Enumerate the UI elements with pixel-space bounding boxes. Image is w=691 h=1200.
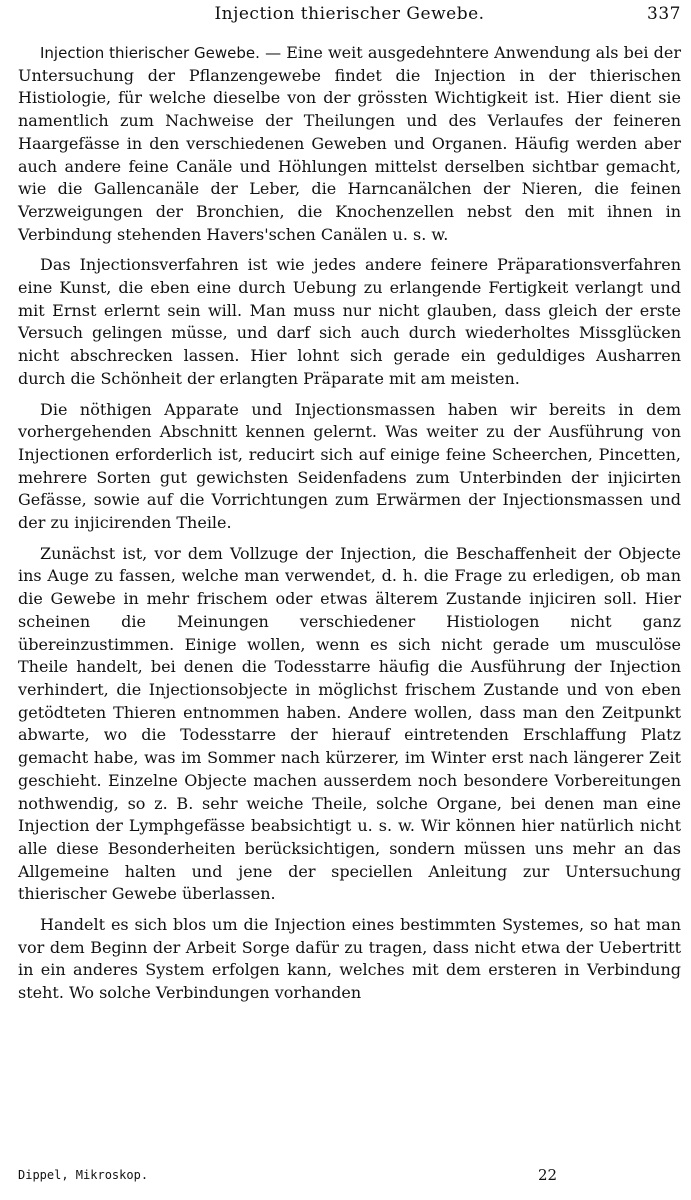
signature-mark: Dippel, Mikroskop. (18, 1168, 149, 1182)
paragraph-1-text: — Eine weit ausgedehntere Anwendung als bei der Untersuchung der Pflanzengewebe findet die Injection in der thierischen Histiologie, für welche dieselbe von der grössten Wichtigkeit ist. Hier dient sie namentlich zum Nachweise der Theilungen und des Verlaufes der feineren Haargefässe in den verschiedenen Geweben und Organen. Häufig werden aber auch andere feine Canäle und Höhlungen mittelst derselben sichtbar gemacht, wie die Gallencanäle der Leber, die Harncanälchen der Nieren, die feinen Verzweigungen der Bronchien, die Knochenzellen nebst den mit ihnen in Verbindung stehenden Havers'schen Canälen u. s. w. (18, 43, 682, 244)
section-lead-heading: Injection thierischer Gewebe. (40, 44, 260, 62)
page-body (18, 42, 681, 1013)
paragraph-1 (18, 42, 681, 246)
page-number: 337 (647, 4, 681, 24)
paragraph-5: Handelt es sich blos um die Injection eines bestimmten Systemes, so hat man vor dem Beginn der Arbeit Sorge dafür zu tragen, dass nicht etwa der Uebertritt in ein anderes System erfolgen kann, welches mit dem ersteren in Verbindung steht. Wo solche Verbindungen vorhanden (18, 915, 681, 1003)
sheet-number: 22 (538, 1166, 558, 1184)
running-title: Injection thierischer Gewebe. (214, 4, 485, 24)
paragraph-4: Zunächst ist, vor dem Vollzuge der Injection, die Beschaffenheit der Objecte ins Auge zu fassen, welche man verwendet, d. h. die Frage zu erledigen, ob man die Gewebe in mehr frischem oder etwas älterem Zustande injiciren soll. Hier scheinen die Meinungen verschiedener Histiologen nicht ganz übereinzustimmen. Einige wollen, wenn es sich nicht gerade um musculöse Theile handelt, bei denen die Todesstarre häufig die Ausführung der Injection verhindert, die Injectionsobjecte in möglichst frischem Zustande und von eben getödteten Thieren entnommen haben. Andere wollen, dass man den Zeitpunkt abwarte, wo die Todesstarre der hierauf eintretenden Erschlaffung Platz gemacht habe, was im Sommer nach kürzerer, im Winter erst nach längerer Zeit geschieht. Einzelne Objecte machen ausserdem noch besondere Vorbereitungen nothwendig, so z. B. sehr weiche Theile, solche Organe, bei denen man eine Injection der Lymphgefässe beabsichtigt u. s. w. Wir können hier natürlich nicht alle diese Besonderheiten berücksichtigen, sondern müssen uns mehr an das Allgemeine halten und jene der speciellen Anleitung zur Untersuchung thierischer Gewebe überlassen. (18, 543, 681, 904)
paragraph-3: Die nöthigen Apparate und Injectionsmassen haben wir bereits in dem vorhergehenden Abschnitt kennen gelernt. Was weiter zu der Ausführung von Injectionen erforderlich ist, reducirt sich auf einige feine Scheerchen, Pincetten, mehrere Sorten gut gewichsten Seidenfadens zum Unterbinden der injicirten Gefässe, sowie auf die Vorrichtungen zum Erwärmen der Injectionsmassen und der zu injicirenden Theile. (18, 399, 681, 533)
paragraph-2: Das Injectionsverfahren ist wie jedes andere feinere Präparationsverfahren eine Kunst, die eben eine durch Uebung zu erlangende Fertigkeit verlangt und mit Ernst erlernt sein will. Man muss nur nicht glauben, dass gleich der erste Versuch gelingen müsse, und darf sich auch durch wiederholtes Missglücken nicht abschrecken lassen. Hier lohnt sich gerade ein geduldiges Ausharren durch die Schönheit der erlangten Präparate mit am meisten. (18, 255, 681, 388)
running-header (18, 4, 681, 30)
page-footer (18, 1166, 681, 1192)
